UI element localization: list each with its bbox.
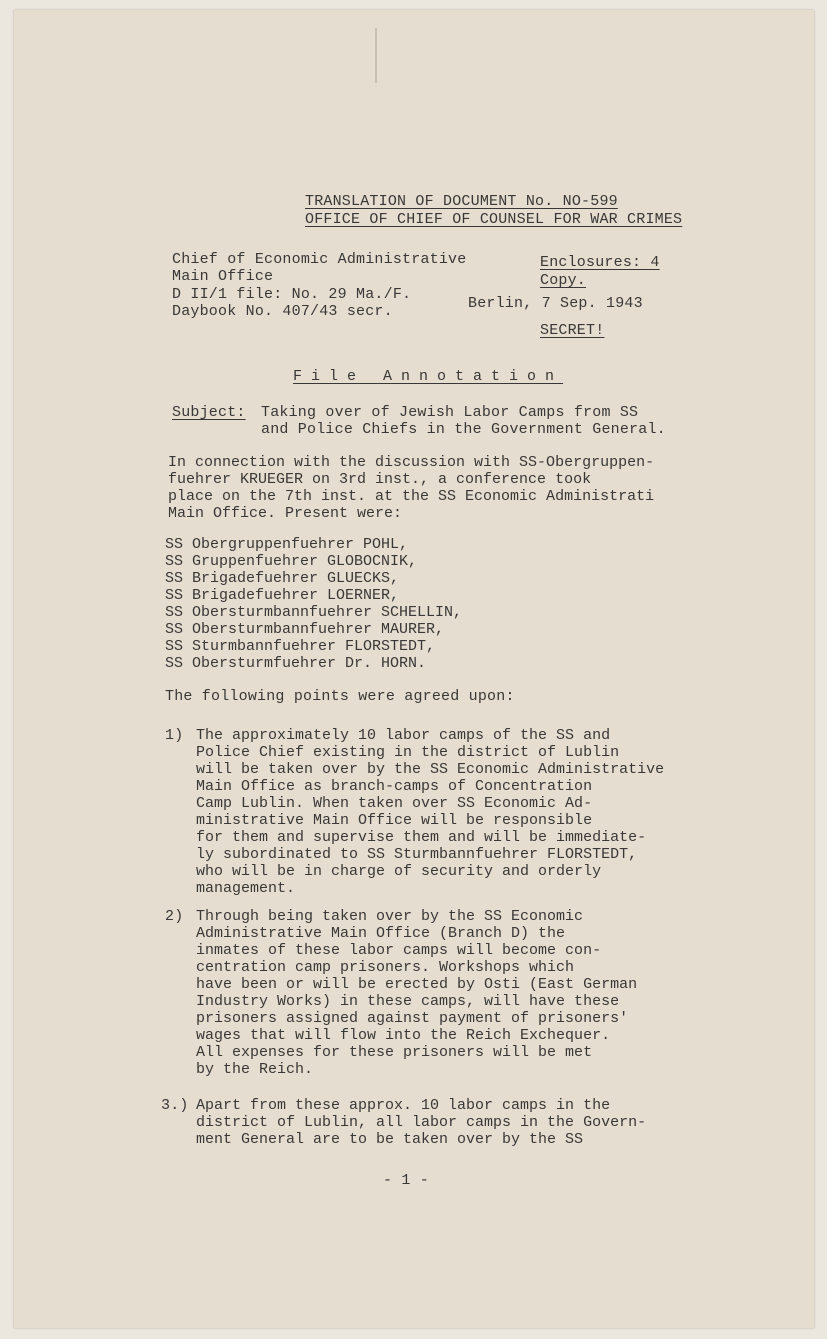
list-item: SS Obersturmbannfuehrer MAURER,	[165, 621, 445, 638]
list-item: SS Obersturmbannfuehrer SCHELLIN,	[165, 604, 463, 621]
point-line: have been or will be erected by Osti (East German	[196, 976, 638, 993]
intro-line: Main Office. Present were:	[168, 505, 403, 522]
list-item: SS Obergruppenfuehrer POHL,	[165, 536, 409, 553]
classification: SECRET!	[540, 322, 605, 339]
intro-paragraph	[168, 454, 728, 524]
point-line: who will be in charge of security and orderly	[196, 863, 602, 880]
intro-line: fuehrer KRUEGER on 3rd inst., a conference took	[168, 471, 592, 488]
point-line: Camp Lublin. When taken over SS Economic Ad-	[196, 795, 593, 812]
point-line: Main Office as branch-camps of Concentration	[196, 778, 593, 795]
point-line: ly subordinated to SS Sturmbannfuehrer FLORSTEDT,	[196, 846, 638, 863]
point-line: Police Chief existing in the district of Lublin	[196, 744, 620, 761]
file-number: D II/1 file: No. 29 Ma./F.	[172, 286, 412, 303]
enclosures: Enclosures: 4	[540, 254, 660, 271]
point-line: by the Reich.	[196, 1061, 314, 1078]
point-line: will be taken over by the SS Economic Administrative	[196, 761, 665, 778]
point-line: district of Lublin, all labor camps in the Govern-	[196, 1114, 647, 1131]
office-header: OFFICE OF CHIEF OF COUNSEL FOR WAR CRIMES	[305, 211, 683, 228]
daybook-number: Daybook No. 407/43 secr.	[172, 303, 393, 320]
point-line: Industry Works) in these camps, will have these	[196, 993, 620, 1010]
point-line: Through being taken over by the SS Economic	[196, 908, 584, 925]
list-item: SS Brigadefuehrer GLUECKS,	[165, 570, 400, 587]
point-line: centration camp prisoners. Workshops which	[196, 959, 575, 976]
copy-label: Copy.	[540, 272, 587, 289]
subject-line-2: and Police Chiefs in the Government General.	[261, 421, 666, 438]
place-date: Berlin, 7 Sep. 1943	[468, 295, 643, 312]
point-line: ministrative Main Office will be responsible	[196, 812, 593, 829]
point-1-text	[196, 727, 736, 902]
attendee-list	[165, 536, 585, 676]
list-item: SS Gruppenfuehrer GLOBOCNIK,	[165, 553, 418, 570]
subject-line-1: Taking over of Jewish Labor Camps from SS	[261, 404, 639, 421]
intro-line: place on the 7th inst. at the SS Economic Administrati	[168, 488, 655, 505]
list-item: SS Sturmbannfuehrer FLORSTEDT,	[165, 638, 436, 655]
paper-fold-mark	[375, 28, 377, 83]
page-title: File Annotation	[293, 368, 564, 385]
point-line: Apart from these approx. 10 labor camps in the	[196, 1097, 611, 1114]
sender-line-2: Main Office	[172, 268, 274, 285]
list-item: SS Brigadefuehrer LOERNER,	[165, 587, 400, 604]
point-number: 3.)	[161, 1097, 189, 1114]
point-line: ment General are to be taken over by the SS	[196, 1131, 584, 1148]
point-line: The approximately 10 labor camps of the SS and	[196, 727, 611, 744]
agreed-intro: The following points were agreed upon:	[165, 688, 515, 705]
point-2-text	[196, 908, 736, 1083]
subject-label: Subject:	[172, 404, 246, 421]
point-line: All expenses for these prisoners will be met	[196, 1044, 593, 1061]
point-line: management.	[196, 880, 296, 897]
point-number: 2)	[165, 908, 184, 925]
translation-header: TRANSLATION OF DOCUMENT No. NO-599	[305, 193, 618, 210]
sender-line-1: Chief of Economic Administrative	[172, 251, 467, 268]
point-number: 1)	[165, 727, 184, 744]
point-line: Administrative Main Office (Branch D) the	[196, 925, 566, 942]
point-line: prisoners assigned against payment of prisoners'	[196, 1010, 629, 1027]
list-item: SS Obersturmfuehrer Dr. HORN.	[165, 655, 427, 672]
point-line: wages that will flow into the Reich Exchequer.	[196, 1027, 611, 1044]
point-line: for them and supervise them and will be immediate-	[196, 829, 647, 846]
point-line: inmates of these labor camps will become con-	[196, 942, 602, 959]
intro-line: In connection with the discussion with SS-Obergruppen-	[168, 454, 655, 471]
point-3-text	[196, 1097, 736, 1152]
page-number: - 1 -	[383, 1172, 430, 1189]
